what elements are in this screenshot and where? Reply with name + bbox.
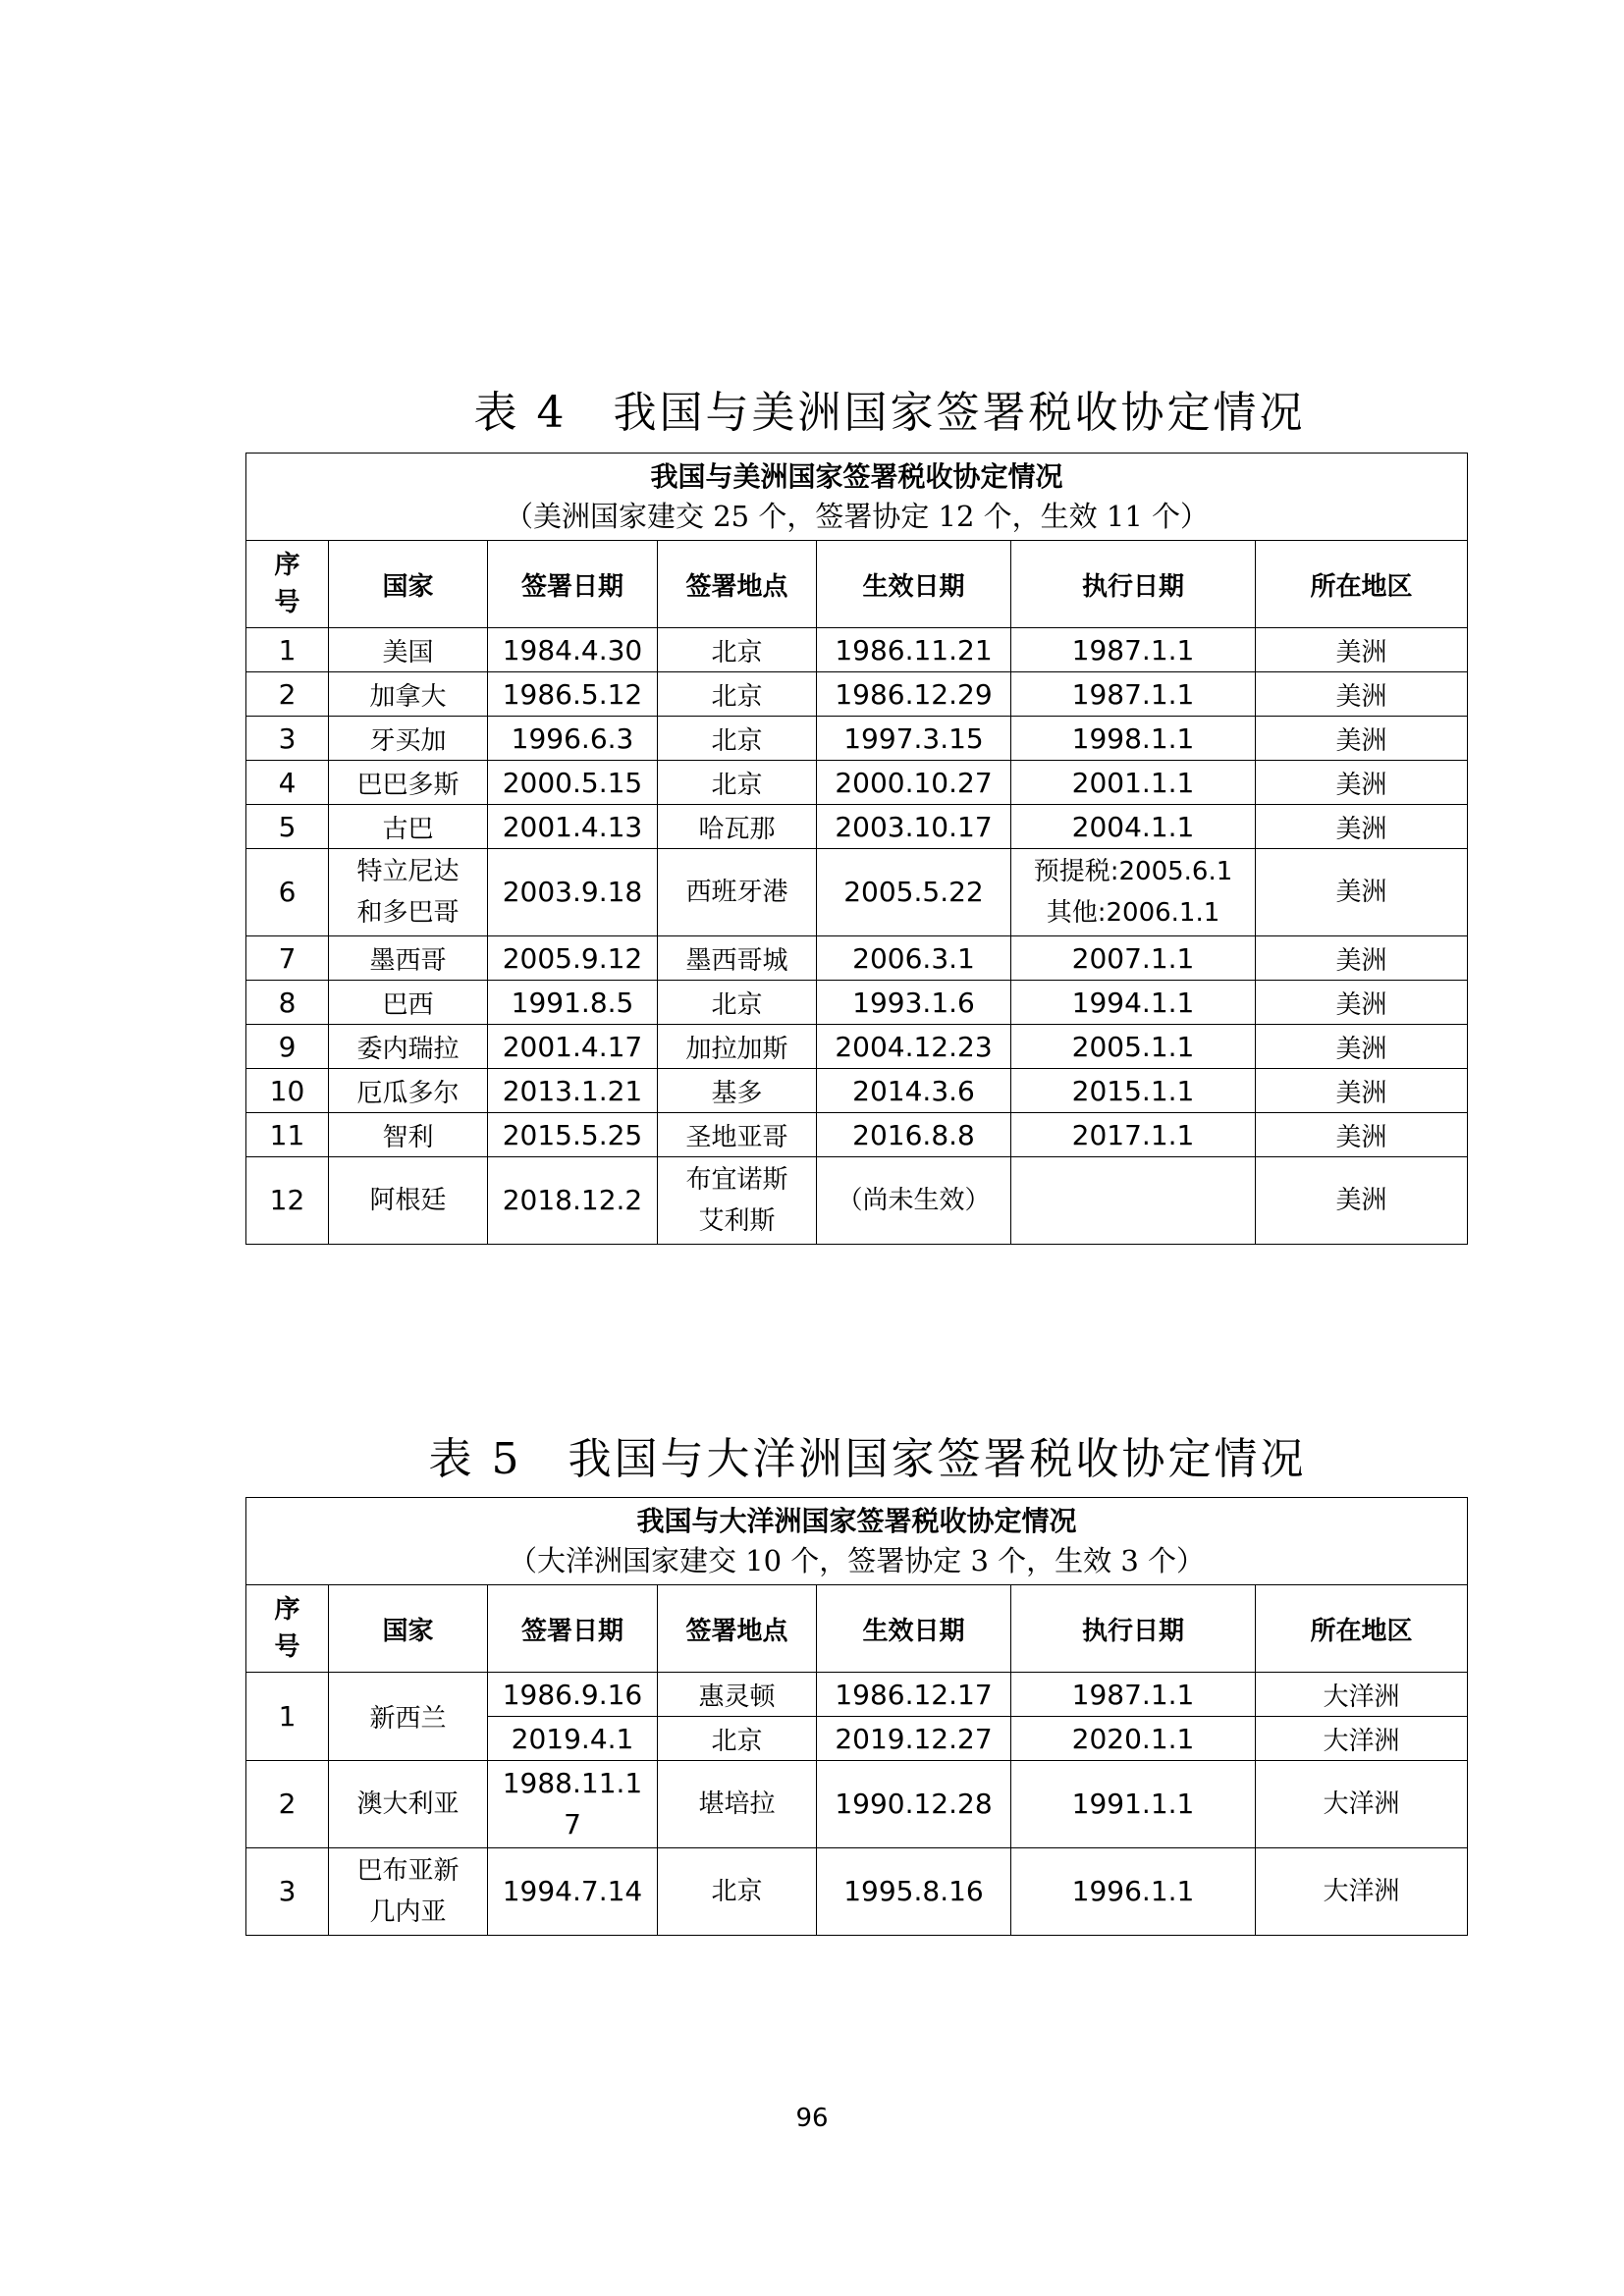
cell-seq: 11 [246, 1113, 329, 1157]
cell-region: 美洲 [1256, 628, 1468, 672]
cell-region: 美洲 [1256, 717, 1468, 761]
cell-sign-date: 1984.4.30 [488, 628, 658, 672]
col-header-region: 所在地区 [1256, 541, 1468, 628]
col-header-effective-date: 生效日期 [817, 541, 1011, 628]
col-header-seq: 序 号 [246, 1585, 329, 1673]
cell-country: 智利 [329, 1113, 488, 1157]
col-header-country: 国家 [329, 1585, 488, 1673]
cell-sign-date: 2013.1.21 [488, 1069, 658, 1113]
table4 [245, 453, 1468, 1245]
cell-execution-date: 2020.1.1 [1011, 1717, 1256, 1761]
cell-sign-date: 1994.7.14 [488, 1848, 658, 1936]
cell-seq: 1 [246, 628, 329, 672]
table-row [246, 761, 1468, 805]
cell-effective-date: 1986.11.21 [817, 628, 1011, 672]
cell-seq: 10 [246, 1069, 329, 1113]
col-header-country: 国家 [329, 541, 488, 628]
cell-country: 特立尼达 和多巴哥 [329, 849, 488, 936]
cell-sign-date: 2001.4.17 [488, 1025, 658, 1069]
cell-effective-date: 2005.5.22 [817, 849, 1011, 936]
cell-seq: 8 [246, 981, 329, 1025]
cell-effective-date: 1990.12.28 [817, 1761, 1011, 1848]
cell-country: 巴布亚新 几内亚 [329, 1848, 488, 1936]
cell-sign-place: 堪培拉 [658, 1761, 817, 1848]
cell-sign-date: 2015.5.25 [488, 1113, 658, 1157]
cell-country: 巴西 [329, 981, 488, 1025]
col-header-sign-date: 签署日期 [488, 1585, 658, 1673]
table-row [246, 1848, 1468, 1936]
cell-country: 加拿大 [329, 672, 488, 717]
cell-country: 墨西哥 [329, 936, 488, 981]
cell-region: 大洋洲 [1256, 1717, 1468, 1761]
cell-region: 美洲 [1256, 805, 1468, 849]
table5 [245, 1497, 1468, 1936]
cell-execution-date: 1994.1.1 [1011, 981, 1256, 1025]
cell-sign-place: 北京 [658, 628, 817, 672]
cell-region: 美洲 [1256, 1025, 1468, 1069]
cell-sign-place: 北京 [658, 717, 817, 761]
table5-title: 我国与大洋洲国家签署税收协定情况 [636, 1505, 1077, 1537]
cell-region: 美洲 [1256, 1157, 1468, 1245]
table-row [246, 981, 1468, 1025]
col-header-seq: 序 号 [246, 541, 329, 628]
cell-country: 厄瓜多尔 [329, 1069, 488, 1113]
cell-effective-date: 1993.1.6 [817, 981, 1011, 1025]
cell-region: 美洲 [1256, 936, 1468, 981]
cell-execution-date: 1987.1.1 [1011, 1673, 1256, 1717]
cell-effective-date: 2003.10.17 [817, 805, 1011, 849]
cell-sign-date: 2000.5.15 [488, 761, 658, 805]
cell-effective-date: 1986.12.17 [817, 1673, 1011, 1717]
cell-effective-date: 2000.10.27 [817, 761, 1011, 805]
cell-execution-date: 2004.1.1 [1011, 805, 1256, 849]
cell-effective-date: 2016.8.8 [817, 1113, 1011, 1157]
table5-caption: 表 5 我国与大洋洲国家签署税收协定情况 [428, 1434, 1307, 1484]
cell-region: 大洋洲 [1256, 1761, 1468, 1848]
cell-execution-date: 1996.1.1 [1011, 1848, 1256, 1936]
cell-sign-date: 2003.9.18 [488, 849, 658, 936]
table-row [246, 936, 1468, 981]
cell-sign-place: 哈瓦那 [658, 805, 817, 849]
cell-seq: 7 [246, 936, 329, 981]
cell-execution-date: 2007.1.1 [1011, 936, 1256, 981]
table5-header-cell [246, 1498, 1468, 1585]
table-row [246, 1157, 1468, 1245]
cell-seq: 1 [246, 1673, 329, 1761]
table4-caption: 表 4 我国与美洲国家签署税收协定情况 [473, 388, 1306, 438]
cell-sign-date: 1986.5.12 [488, 672, 658, 717]
cell-country: 委内瑞拉 [329, 1025, 488, 1069]
table-row [246, 1069, 1468, 1113]
table-row [246, 1025, 1468, 1069]
cell-sign-place: 北京 [658, 672, 817, 717]
cell-sign-date: 1996.6.3 [488, 717, 658, 761]
table-row [246, 1761, 1468, 1848]
cell-execution-date: 2005.1.1 [1011, 1025, 1256, 1069]
cell-region: 美洲 [1256, 849, 1468, 936]
cell-sign-date: 2005.9.12 [488, 936, 658, 981]
cell-seq: 3 [246, 1848, 329, 1936]
cell-effective-date: 2014.3.6 [817, 1069, 1011, 1113]
table5-subtitle: （大洋洲国家建交 10 个，签署协定 3 个，生效 3 个） [508, 1544, 1206, 1577]
cell-region: 美洲 [1256, 672, 1468, 717]
cell-effective-date: 2004.12.23 [817, 1025, 1011, 1069]
cell-execution-date: 1987.1.1 [1011, 628, 1256, 672]
cell-seq: 9 [246, 1025, 329, 1069]
table4-title: 我国与美洲国家签署税收协定情况 [650, 460, 1063, 493]
cell-country: 美国 [329, 628, 488, 672]
cell-country: 澳大利亚 [329, 1761, 488, 1848]
cell-seq: 5 [246, 805, 329, 849]
cell-effective-date: 2019.12.27 [817, 1717, 1011, 1761]
cell-sign-place: 基多 [658, 1069, 817, 1113]
table5-column-headers [246, 1585, 1468, 1673]
cell-sign-date: 2019.4.1 [488, 1717, 658, 1761]
cell-effective-date: 1995.8.16 [817, 1848, 1011, 1936]
cell-country: 阿根廷 [329, 1157, 488, 1245]
cell-effective-date: 1986.12.29 [817, 672, 1011, 717]
cell-sign-place: 墨西哥城 [658, 936, 817, 981]
table-row [246, 1113, 1468, 1157]
col-header-sign-place: 签署地点 [658, 541, 817, 628]
table4-header-cell [246, 454, 1468, 541]
col-header-region: 所在地区 [1256, 1585, 1468, 1673]
col-header-execution-date: 执行日期 [1011, 1585, 1256, 1673]
cell-execution-date [1011, 1157, 1256, 1245]
cell-country: 牙买加 [329, 717, 488, 761]
cell-sign-place: 西班牙港 [658, 849, 817, 936]
cell-seq: 2 [246, 1761, 329, 1848]
col-header-effective-date: 生效日期 [817, 1585, 1011, 1673]
page-number: 96 [795, 2104, 829, 2133]
table4-subtitle: （美洲国家建交 25 个，签署协定 12 个，生效 11 个） [505, 500, 1210, 533]
cell-country: 巴巴多斯 [329, 761, 488, 805]
table-row [246, 672, 1468, 717]
table-row [246, 628, 1468, 672]
cell-execution-date: 2017.1.1 [1011, 1113, 1256, 1157]
cell-sign-place: 圣地亚哥 [658, 1113, 817, 1157]
cell-sign-date: 1988.11.1 7 [488, 1761, 658, 1848]
col-header-sign-date: 签署日期 [488, 541, 658, 628]
cell-region: 美洲 [1256, 981, 1468, 1025]
cell-sign-date: 1991.8.5 [488, 981, 658, 1025]
col-header-execution-date: 执行日期 [1011, 541, 1256, 628]
cell-sign-place: 惠灵顿 [658, 1673, 817, 1717]
cell-region: 大洋洲 [1256, 1848, 1468, 1936]
cell-seq: 4 [246, 761, 329, 805]
cell-execution-date: 2001.1.1 [1011, 761, 1256, 805]
table-row [246, 805, 1468, 849]
cell-sign-place: 加拉加斯 [658, 1025, 817, 1069]
cell-country: 新西兰 [329, 1673, 488, 1761]
cell-sign-place: 北京 [658, 1848, 817, 1936]
cell-execution-date: 1998.1.1 [1011, 717, 1256, 761]
cell-sign-date: 2018.12.2 [488, 1157, 658, 1245]
cell-region: 美洲 [1256, 1069, 1468, 1113]
cell-seq: 6 [246, 849, 329, 936]
cell-sign-place: 北京 [658, 761, 817, 805]
cell-sign-date: 1986.9.16 [488, 1673, 658, 1717]
cell-execution-date: 1991.1.1 [1011, 1761, 1256, 1848]
cell-region: 美洲 [1256, 1113, 1468, 1157]
cell-effective-date: 1997.3.15 [817, 717, 1011, 761]
table-row [246, 717, 1468, 761]
cell-execution-date: 1987.1.1 [1011, 672, 1256, 717]
cell-seq: 12 [246, 1157, 329, 1245]
table4-column-headers [246, 541, 1468, 628]
cell-country: 古巴 [329, 805, 488, 849]
cell-execution-date: 2015.1.1 [1011, 1069, 1256, 1113]
cell-sign-place: 北京 [658, 981, 817, 1025]
table-row [246, 1673, 1468, 1717]
cell-effective-date: （尚未生效） [817, 1157, 1011, 1245]
cell-seq: 3 [246, 717, 329, 761]
col-header-sign-place: 签署地点 [658, 1585, 817, 1673]
cell-effective-date: 2006.3.1 [817, 936, 1011, 981]
cell-execution-date: 预提税:2005.6.1 其他:2006.1.1 [1011, 849, 1256, 936]
table-row [246, 849, 1468, 936]
cell-sign-place: 北京 [658, 1717, 817, 1761]
cell-sign-date: 2001.4.13 [488, 805, 658, 849]
cell-region: 美洲 [1256, 761, 1468, 805]
cell-region: 大洋洲 [1256, 1673, 1468, 1717]
cell-seq: 2 [246, 672, 329, 717]
cell-sign-place: 布宜诺斯 艾利斯 [658, 1157, 817, 1245]
